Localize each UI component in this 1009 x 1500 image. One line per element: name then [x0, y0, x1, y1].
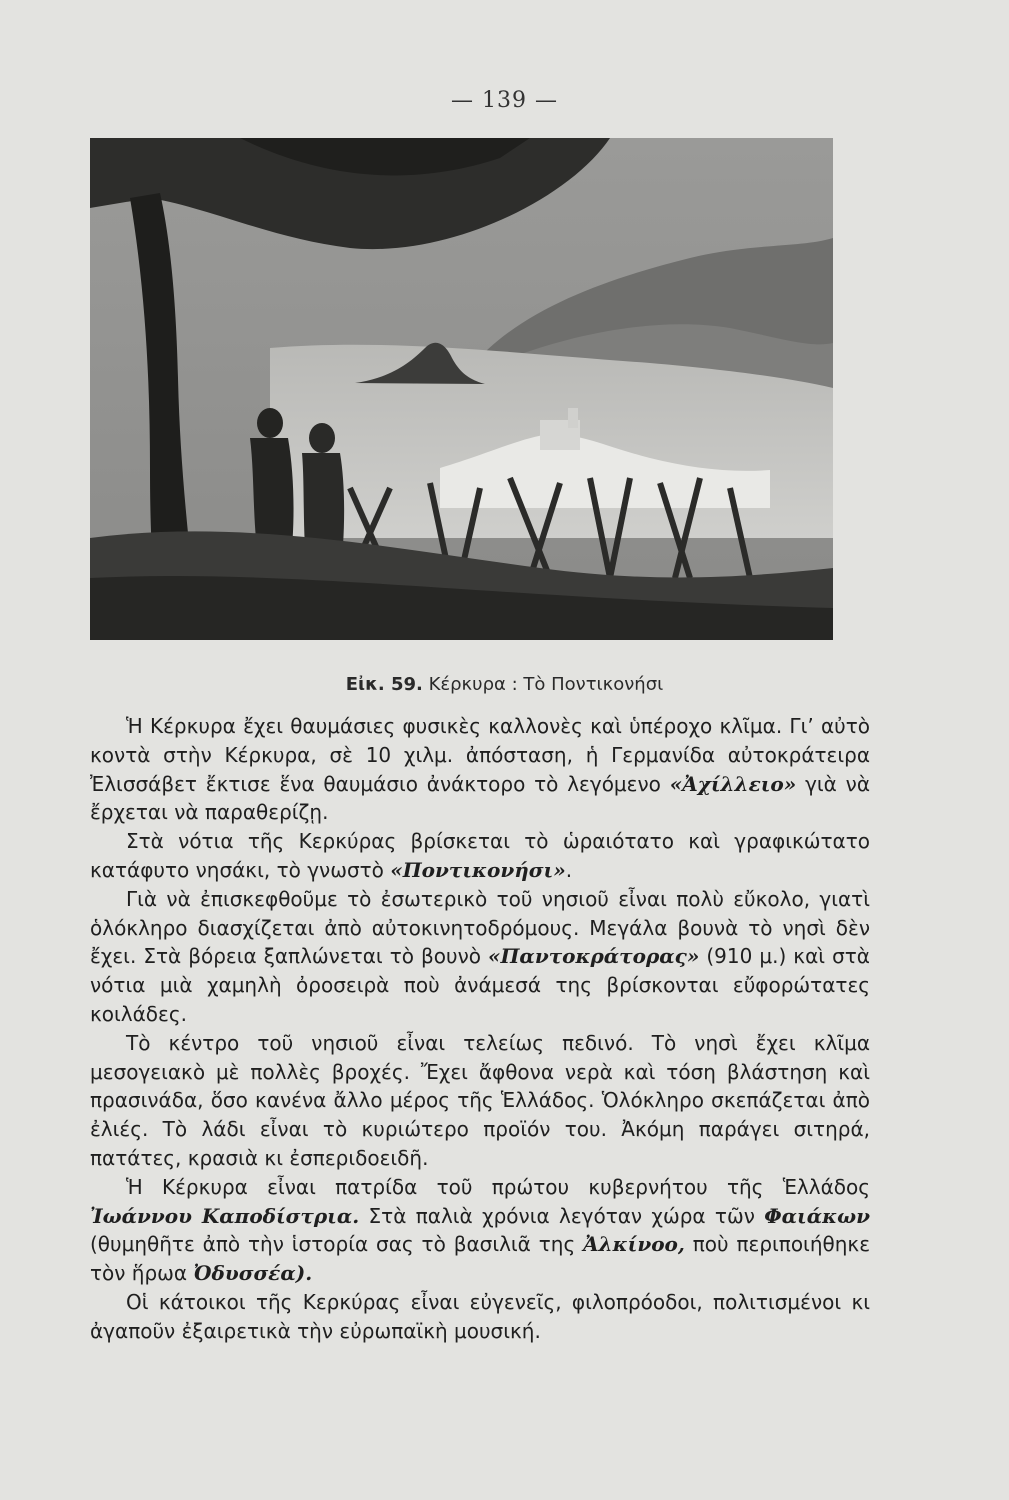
figure-number: Εἰκ. 59.: [345, 674, 423, 695]
paragraph-3: Γιὰ νὰ ἐπισκεφθοῦμε τὸ ἐσωτερικὸ τοῦ νησιοῦ εἶναι πολὺ εὔκολο, γιατὶ ὁλόκληρο διασχίζεται ἀπὸ αὐτοκινητοδρόμους. Μεγάλα βουνὰ τὸ νησὶ δὲν ἔχει. Στὰ βόρεια ξαπλώνεται τὸ βουνὸ «Παντοκράτορας» (910 μ.) καὶ στὰ νότια μιὰ χαμηλὴ ὀροσειρὰ ποὺ ἀνάμεσά της βρίσκονται εὔφορώτατες κοιλάδες.: [90, 886, 870, 1026]
paragraph-6: Οἱ κάτοικοι τῆς Κερκύρας εἶναι εὐγενεῖς, φιλοπρόοδοι, πολιτισμένοι κι ἀγαποῦν ἐξαιρετικὰ τὴν εὐρωπαϊκὴ μουσική.: [90, 1289, 870, 1343]
paragraph-4: Τὸ κέντρο τοῦ νησιοῦ εἶναι τελείως πεδινό. Τὸ νησὶ ἔχει κλῖμα μεσογειακὸ μὲ πολλὲς βροχές. Ἔχει ἄφθονα νερὰ καὶ τόση βλάστηση καὶ πρασινάδα, ὅσο κανένα ἄλλο μέρος τῆς Ἑλλάδος. Ὁλόκληρο σκεπάζεται ἀπὸ ἐλιές. Τὸ λάδι εἶναι τὸ κυριώτερο προϊόν του. Ἀκόμη παράγει σιτηρά, πατάτες, κρασιὰ κι ἐσπεριδοειδῆ.: [90, 1030, 870, 1170]
figure-photo: [90, 138, 833, 640]
pontikonisi-photo-illustration: [90, 138, 833, 640]
figure-caption: [0, 674, 1009, 695]
figure-title: Κέρκυρα : Τὸ Ποντικονήσι: [428, 674, 664, 695]
page-number: — 139 —: [451, 88, 558, 113]
body-text: [90, 712, 870, 1346]
paragraph-2: Στὰ νότια τῆς Κερκύρας βρίσκεται τὸ ὡραιότατο καὶ γραφικώτατο κατάφυτο νησάκι, τὸ γνωστὸ «Ποντικονήσι».: [90, 829, 870, 882]
paragraph-5: Ἡ Κέρκυρα εἶναι πατρίδα τοῦ πρώτου κυβερνήτου τῆς Ἑλλάδος Ἰωάννου Καποδίστρια. Στὰ παλιὰ χρόνια λεγόταν χώρα τῶν Φαιάκων (θυμηθῆτε ἀπὸ τὴν ἱστορία σας τὸ βασιλιᾶ της Ἀλκίνοο, ποὺ περιποιήθηκε τὸν ἥρωα Ὀδυσσέα).: [90, 1174, 871, 1286]
paragraph-1: Ἡ Κέρκυρα ἔχει θαυμάσιες φυσικὲς καλλονὲς καὶ ὑπέροχο κλῖμα. Γι’ αὐτὸ κοντὰ στὴν Κέρκυρα, σὲ 10 χιλμ. ἀπόσταση, ἡ Γερμανίδα αὐτοκράτειρα Ἐλισσάβετ ἔκτισε ἕνα θαυμάσιο ἀνάκτορο τὸ λεγόμενο «Ἀχίλλειο» γιὰ νὰ ἔρχεται νὰ παραθερίζῃ.: [90, 714, 871, 825]
